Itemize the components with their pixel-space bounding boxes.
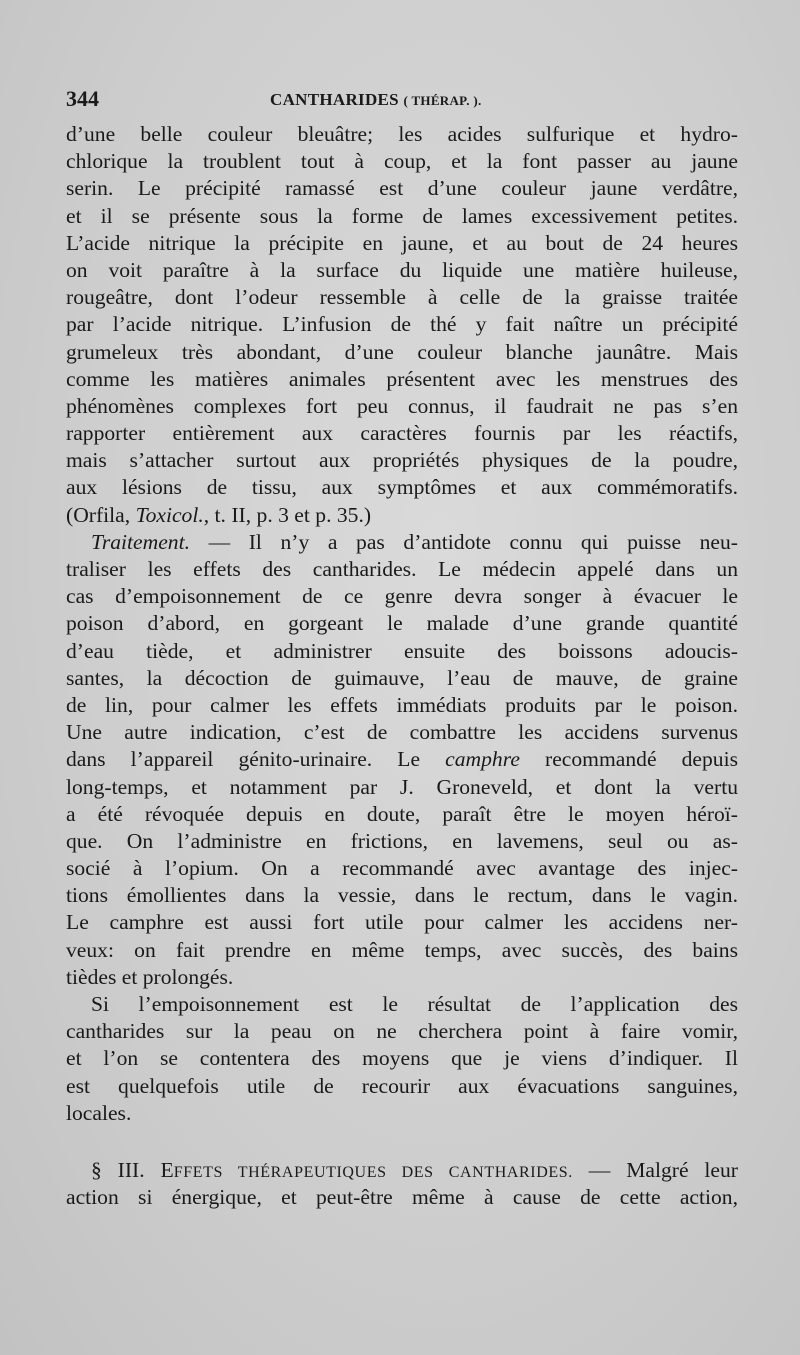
text-line: phénomènes complexes fort peu connus, il faudrait ne pas s’en [66, 393, 738, 418]
text-line: cantharides sur la peau on ne cherchera point à faire vomir, [66, 1019, 738, 1044]
paragraph-treatment [66, 529, 738, 991]
treatment-heading: Traitement. [91, 529, 190, 554]
text-line: chlorique la troublent tout à coup, et la font passer au jaune [66, 149, 738, 174]
text-line: de lin, pour calmer les effets immédiats produits par le poison. [66, 692, 738, 717]
text-line: long-temps, et notamment par J. Groneveld, et dont la vertu [66, 774, 738, 799]
section-line-2: action si énergique, et peut-être même à cause de cette action, [66, 1185, 738, 1210]
text-line: Si l’empoisonnement est le résultat de l’application des [91, 992, 738, 1016]
text-line: que. On l’administre en frictions, en lavemens, seul ou as- [66, 828, 738, 853]
text-line: cas d’empoisonnement de ce genre devra songer à évacuer le [66, 584, 738, 609]
skin-last-line: locales. [66, 1100, 132, 1125]
running-title-main: CANTHARIDES [270, 90, 399, 109]
text-line: et l’on se contentera des moyens que je viens d’indiquer. Il [66, 1046, 738, 1071]
text-line: socié à l’opium. On a recommandé avec avantage des injec- [66, 856, 738, 881]
text-line: traliser les effets des cantharides. Le médecin appelé dans un [66, 557, 738, 581]
text-line: a été révoquée depuis en doute, paraît être le moyen héroï- [66, 801, 738, 826]
text-line: aux lésions de tissu, aux symptômes et aux commémoratifs. [66, 475, 738, 500]
text-line: comme les matières animales présentent avec les menstrues des [66, 366, 738, 391]
text-line: Une autre indication, c’est de combattre les accidens survenus [66, 720, 738, 745]
section-heading-line: § III. EFFETS THÉRAPEUTIQUES DES CANTHARIDES. — Malgré leur [91, 1157, 738, 1182]
text-line: Le camphre est aussi fort utile pour calmer les accidens ner- [66, 910, 738, 935]
treatment-last-line: tièdes et prolongés. [66, 964, 234, 989]
text-line: mais s’attacher surtout aux propriétés physiques de la poudre, [66, 448, 738, 473]
text-line: rougeâtre, dont l’odeur ressemble à celle de la graisse traitée [66, 285, 738, 310]
body-text [66, 121, 738, 1211]
text-line: rapporter entièrement aux caractères fournis par les réactifs, [66, 421, 738, 446]
paragraph-skin-application [66, 991, 738, 1127]
page-header [66, 86, 740, 116]
page-number: 344 [66, 86, 99, 111]
citation-title: Toxicol. [135, 502, 204, 527]
text-line: grumeleux très abondant, d’une couleur blanche jaunâtre. Mais [66, 339, 738, 364]
paragraph-chemistry [66, 121, 738, 502]
section-therapeutic-effects [66, 1157, 738, 1211]
running-title-sub: ( THÉRAP. ). [403, 93, 482, 108]
text-line: L’acide nitrique la précipite en jaune, et au bout de 24 heures [66, 230, 738, 255]
camphre-term: camphre [445, 747, 520, 772]
running-title [270, 90, 482, 110]
text-line: et il se présente sous la forme de lames excessivement petites. [66, 203, 738, 228]
text-line: on voit paraître à la surface du liquide une matière huileuse, [66, 257, 738, 282]
text-line: serin. Le précipité ramassé est d’une couleur jaune verdâtre, [66, 176, 738, 201]
text-line: d’une belle couleur bleuâtre; les acides sulfurique et hydro- [66, 122, 738, 146]
citation-line: (Orfila, Toxicol., t. II, p. 3 et p. 35.) [66, 502, 372, 527]
camphre-line: dans l’appareil génito-urinaire. Le camphre recommandé depuis [66, 747, 738, 772]
text-line: est quelquefois utile de recourir aux évacuations sanguines, [66, 1073, 738, 1098]
text-line: d’eau tiède, et administrer ensuite des boissons adoucis- [66, 638, 738, 663]
text-line: santes, la décoction de guimauve, l’eau de mauve, de graine [66, 665, 738, 690]
text-line: veux: on fait prendre en même temps, avec succès, des bains [66, 937, 738, 962]
text-line: poison d’abord, en gorgeant le malade d’une grande quantité [66, 611, 738, 636]
text-line: tions émollientes dans la vessie, dans le rectum, dans le vagin. [66, 883, 738, 908]
text-line: par l’acide nitrique. L’infusion de thé y fait naître un précipité [66, 312, 738, 337]
treatment-first-line: Traitement. — Il n’y a pas d’antidote connu qui puisse neu- [91, 529, 738, 554]
